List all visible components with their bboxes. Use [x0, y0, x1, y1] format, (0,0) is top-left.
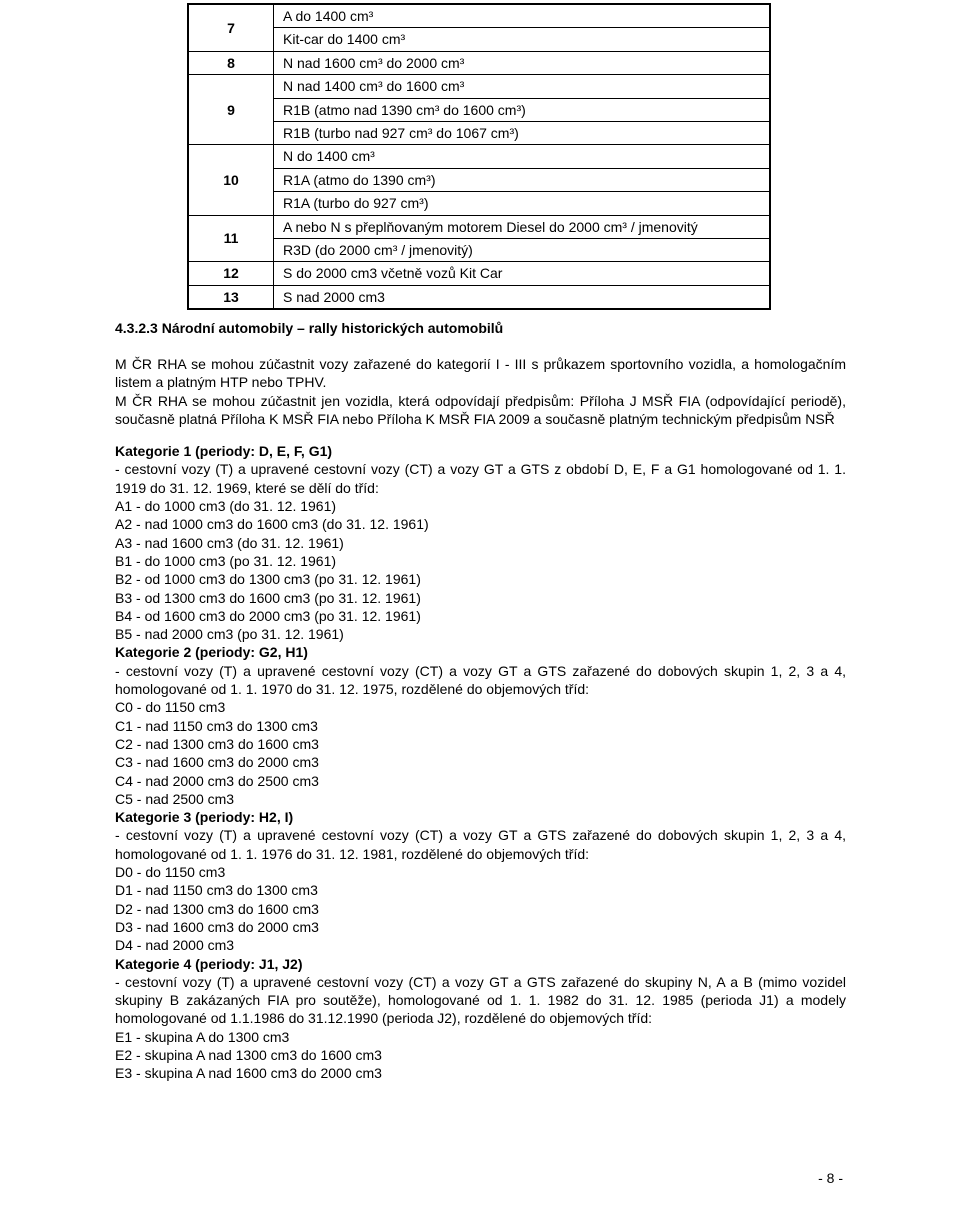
category-heading: Kategorie 2 (periody: G2, H1) [115, 644, 308, 661]
row-number: 10 [188, 145, 274, 215]
class-item: C0 - do 1150 cm3 [115, 699, 226, 716]
table-row [188, 145, 770, 215]
class-item: E3 - skupina A nad 1600 cm3 do 2000 cm3 [115, 1065, 382, 1082]
class-item: C3 - nad 1600 cm3 do 2000 cm3 [115, 754, 319, 771]
row-number: 8 [188, 51, 274, 74]
table-row [188, 51, 770, 74]
class-item: B1 - do 1000 cm3 (po 31. 12. 1961) [115, 552, 337, 569]
row-number: 11 [188, 215, 274, 262]
class-item: D2 - nad 1300 cm3 do 1600 cm3 [115, 900, 319, 917]
row-description [274, 4, 771, 51]
row-line: N nad 1600 cm³ do 2000 cm³ [283, 54, 465, 71]
row-line: A nebo N s přeplňovaným motorem Diesel do 2000 cm³ / jmenovitý [283, 218, 698, 235]
row-number: 9 [188, 75, 274, 145]
row-line: N do 1400 cm³ [283, 148, 375, 165]
table-row [188, 215, 770, 262]
class-item: C4 - nad 2000 cm3 do 2500 cm3 [115, 772, 319, 789]
intro-paragraph: M ČR RHA se mohou zúčastnit vozy zařazené do kategorií I - III s průkazem sportovního vozidla, a homologačním listem a platným HTP nebo TPHV. [115, 356, 846, 391]
class-item: C5 - nad 2500 cm3 [115, 790, 235, 807]
class-item: E2 - skupina A nad 1300 cm3 do 1600 cm3 [115, 1046, 382, 1063]
class-item: A2 - nad 1000 cm3 do 1600 cm3 (do 31. 12. 1961) [115, 516, 429, 533]
spacer [115, 428, 846, 442]
row-line: R1B (atmo nad 1390 cm³ do 1600 cm³) [274, 98, 769, 121]
row-description [274, 262, 771, 285]
class-item: D0 - do 1150 cm3 [115, 864, 226, 881]
row-description [274, 51, 771, 74]
intro-paragraph: M ČR RHA se mohou zúčastnit jen vozidla, která odpovídají předpisům: Příloha J MSŘ FIA (odpovídající periodě), současně platná Příloha K MSŘ FIA nebo Příloha K MSŘ FIA 2009 a současně platným technickým předpisům NSŘ [115, 392, 846, 427]
section-title: 4.3.2.3 Národní automobily – rally historických automobilů [115, 320, 504, 336]
class-item: D4 - nad 2000 cm3 [115, 937, 235, 954]
row-description [274, 285, 771, 309]
row-line: S nad 2000 cm3 [283, 288, 385, 305]
class-item: B4 - od 1600 cm3 do 2000 cm3 (po 31. 12. 1961) [115, 607, 421, 624]
category-text: - cestovní vozy (T) a upravené cestovní vozy (CT) a vozy GT a GTS z období D, E, F a G1 homologované od 1. 1. 1919 do 31. 12. 1969, které se dělí do tříd: [115, 461, 846, 496]
page-number: - 8 - [818, 1170, 843, 1186]
row-line: R1A (turbo do 927 cm³) [274, 191, 769, 214]
table-row [188, 75, 770, 145]
class-item: D1 - nad 1150 cm3 do 1300 cm3 [115, 882, 318, 899]
row-line: R1B (turbo nad 927 cm³ do 1067 cm³) [274, 121, 769, 144]
category-heading: Kategorie 1 (periody: D, E, F, G1) [115, 443, 333, 460]
class-table-grid [187, 3, 771, 310]
row-number: 13 [188, 285, 274, 309]
row-description [274, 215, 771, 262]
class-item: B3 - od 1300 cm3 do 1600 cm3 (po 31. 12. 1961) [115, 589, 421, 606]
row-number: 12 [188, 262, 274, 285]
row-description [274, 75, 771, 145]
table-row [188, 4, 770, 51]
class-item: A1 - do 1000 cm3 (do 31. 12. 1961) [115, 498, 337, 515]
category-heading: Kategorie 3 (periody: H2, I) [115, 809, 294, 826]
row-number: 7 [188, 4, 274, 51]
class-item: A3 - nad 1600 cm3 (do 31. 12. 1961) [115, 534, 344, 551]
category-text: - cestovní vozy (T) a upravené cestovní vozy (CT) a vozy GT a GTS zařazené do skupiny N, A a B (mimo vozidel skupiny B zakázaných FIA pro soutěže), homologované od 1. 1. 1982 do 31. 12. 1985 (perioda J1) a modely homologované od 1.1.1986 do 31.12.1990 (perioda J2), rozdělené do objemových tříd: [115, 973, 846, 1027]
row-line: Kit-car do 1400 cm³ [274, 27, 769, 50]
class-item: C2 - nad 1300 cm3 do 1600 cm3 [115, 735, 319, 752]
row-description [274, 145, 771, 215]
class-table [187, 3, 771, 310]
document-body [115, 318, 846, 1083]
class-item: C1 - nad 1150 cm3 do 1300 cm3 [115, 717, 318, 734]
class-item: E1 - skupina A do 1300 cm3 [115, 1028, 290, 1045]
class-item: D3 - nad 1600 cm3 do 2000 cm3 [115, 918, 319, 935]
category-heading: Kategorie 4 (periody: J1, J2) [115, 955, 303, 972]
class-item: B5 - nad 2000 cm3 (po 31. 12. 1961) [115, 626, 344, 643]
row-line: R3D (do 2000 cm³ / jmenovitý) [274, 238, 769, 261]
table-row [188, 285, 770, 309]
class-item: B2 - od 1000 cm3 do 1300 cm3 (po 31. 12. 1961) [115, 571, 421, 588]
category-text: - cestovní vozy (T) a upravené cestovní vozy (CT) a vozy GT a GTS zařazené do dobových skupin 1, 2, 3 a 4, homologované od 1. 1. 1970 do 31. 12. 1975, rozdělené do objemových tříd: [115, 662, 846, 698]
row-line: R1A (atmo do 1390 cm³) [274, 168, 769, 191]
table-row [188, 262, 770, 285]
row-line: S do 2000 cm3 včetně vozů Kit Car [283, 265, 503, 282]
row-line: A do 1400 cm³ [283, 8, 374, 24]
category-text: - cestovní vozy (T) a upravené cestovní vozy (CT) a vozy GT a GTS zařazené do dobových skupin 1, 2, 3 a 4, homologované od 1. 1. 1976 do 31. 12. 1981, rozdělené do objemových tříd: [115, 827, 846, 862]
row-line: N nad 1400 cm³ do 1600 cm³ [283, 78, 465, 95]
